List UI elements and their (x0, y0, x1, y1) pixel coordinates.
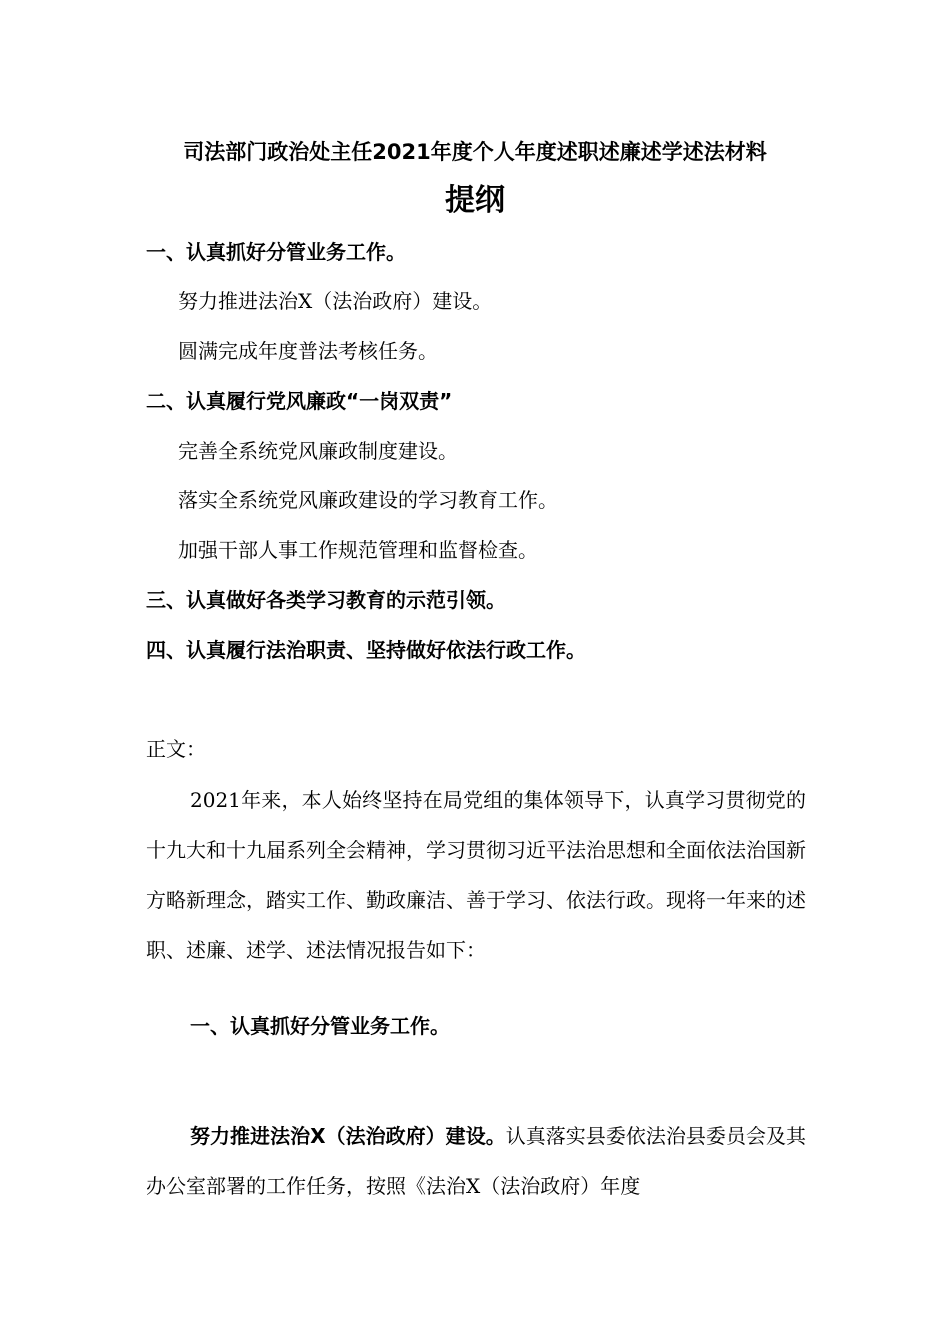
outline-item-3: 三、认真做好各类学习教育的示范引领。 (146, 588, 506, 612)
document-title: 司法部门政治处主任2021年度个人年度述职述廉述学述法材料 (183, 140, 767, 164)
document-subtitle: 提纲 (445, 183, 505, 218)
body-section-1-heading: 一、认真抓好分管业务工作。 (190, 1014, 450, 1038)
body-section-1-paragraph (146, 1111, 806, 1211)
body-intro-paragraph: 2021年来，本人始终坚持在局党组的集体领导下，认真学习贯彻党的十九大和十九届系列全会精神，学习贯彻习近平法治思想和全面依法治国新方略新理念，踏实工作、勤政廉洁、善于学习、依法行政。现将一年来的述职、述廉、述学、述法情况报告如下： (146, 788, 806, 962)
outline-item-2-sub-3: 加强干部人事工作规范管理和监督检查。 (178, 538, 538, 562)
outline-item-1-sub-2: 圆满完成年度普法考核任务。 (178, 339, 438, 363)
body-label: 正文： (146, 737, 206, 761)
outline-item-1-sub-1: 努力推进法治X（法治政府）建设。 (178, 289, 493, 313)
body-section-1-text: 认真落实县委依法治县委员会及其办公室部署的工作任务，按照《法治X（法治政府）年度 (146, 1124, 807, 1198)
outline-item-2-sub-2: 落实全系统党风廉政建设的学习教育工作。 (178, 488, 558, 512)
outline-item-1: 一、认真抓好分管业务工作。 (146, 240, 406, 264)
outline-item-2: 二、认真履行党风廉政“一岗双责” (146, 389, 453, 413)
outline-item-4: 四、认真履行法治职责、坚持做好依法行政工作。 (146, 638, 586, 662)
body-section-1-lead: 努力推进法治X（法治政府）建设。 (190, 1124, 506, 1148)
outline-item-2-sub-1: 完善全系统党风廉政制度建设。 (178, 439, 458, 463)
